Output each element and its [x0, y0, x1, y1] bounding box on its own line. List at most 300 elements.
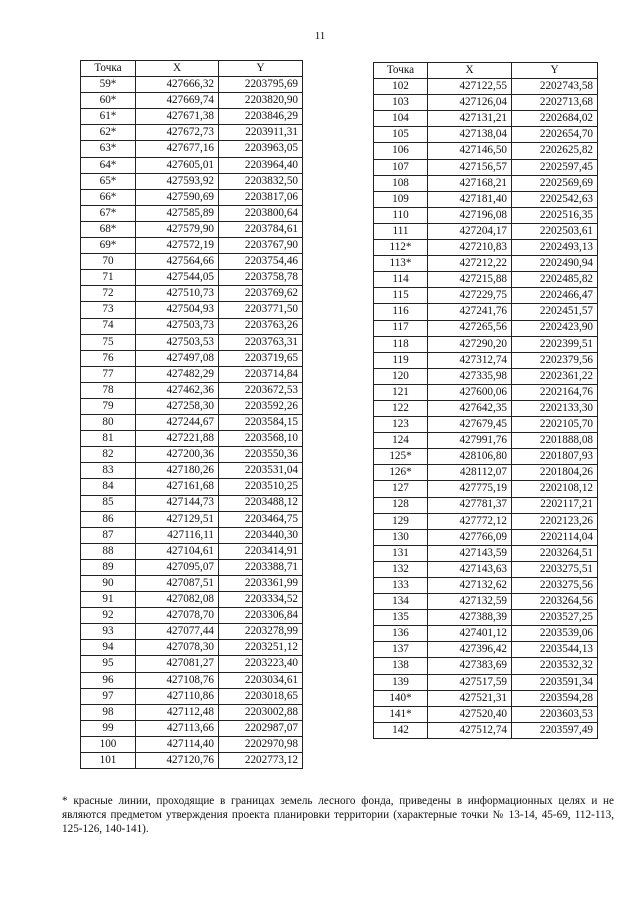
- point-cell: 75: [81, 334, 136, 350]
- table-row: [374, 400, 598, 416]
- point-cell: 90: [81, 576, 136, 592]
- point-cell: 107: [374, 159, 428, 175]
- point-cell: 113*: [374, 256, 428, 272]
- x-cell: 427772,12: [428, 513, 512, 529]
- x-cell: 427132,59: [428, 594, 512, 610]
- y-cell: 2203018,65: [219, 688, 303, 704]
- point-cell: 109: [374, 191, 428, 207]
- x-cell: 427258,30: [136, 398, 219, 414]
- y-cell: 2203568,10: [219, 431, 303, 447]
- y-cell: 2202164,76: [512, 384, 598, 400]
- x-cell: 427181,40: [428, 191, 512, 207]
- y-cell: 2203911,31: [219, 125, 303, 141]
- point-cell: 140*: [374, 690, 428, 706]
- table-row: [374, 690, 598, 706]
- point-cell: 100: [81, 736, 136, 752]
- table-row: [81, 238, 303, 254]
- point-cell: 93: [81, 624, 136, 640]
- y-cell: 2203544,13: [512, 642, 598, 658]
- point-cell: 70: [81, 254, 136, 270]
- y-cell: 2202743,58: [512, 79, 598, 95]
- point-cell: 124: [374, 433, 428, 449]
- point-cell: 74: [81, 318, 136, 334]
- table-row: [81, 640, 303, 656]
- point-cell: 134: [374, 594, 428, 610]
- table-row: [81, 157, 303, 173]
- x-cell: 427265,56: [428, 320, 512, 336]
- table-row: [81, 93, 303, 109]
- x-cell: 427642,35: [428, 400, 512, 416]
- table-row: [81, 205, 303, 221]
- x-cell: 427168,21: [428, 175, 512, 191]
- point-cell: 91: [81, 592, 136, 608]
- table-row: [374, 529, 598, 545]
- table-row: [374, 191, 598, 207]
- x-cell: 427335,98: [428, 368, 512, 384]
- table-header-row: [374, 63, 598, 79]
- point-cell: 83: [81, 463, 136, 479]
- point-cell: 68*: [81, 221, 136, 237]
- table-row: [81, 398, 303, 414]
- point-cell: 94: [81, 640, 136, 656]
- table-row: [374, 256, 598, 272]
- x-cell: 427087,51: [136, 576, 219, 592]
- table-row: [81, 688, 303, 704]
- x-cell: 427503,73: [136, 318, 219, 334]
- x-cell: 427517,59: [428, 674, 512, 690]
- table-row: [81, 270, 303, 286]
- x-cell: 427078,30: [136, 640, 219, 656]
- point-cell: 128: [374, 497, 428, 513]
- x-cell: 427605,01: [136, 157, 219, 173]
- y-cell: 2202108,12: [512, 481, 598, 497]
- point-cell: 65*: [81, 173, 136, 189]
- table-row: [81, 173, 303, 189]
- table-row: [374, 79, 598, 95]
- table-row: [374, 449, 598, 465]
- y-cell: 2203817,06: [219, 189, 303, 205]
- point-cell: 98: [81, 704, 136, 720]
- table-row: [374, 384, 598, 400]
- table-row: [81, 431, 303, 447]
- table-row: [81, 495, 303, 511]
- table-row: [374, 594, 598, 610]
- point-cell: 120: [374, 368, 428, 384]
- y-cell: 2203832,50: [219, 173, 303, 189]
- y-cell: 2203464,75: [219, 511, 303, 527]
- point-cell: 135: [374, 610, 428, 626]
- footnote: * красные линии, проходящие в границах земель лесного фонда, приведены в информационных целях и не являются предметом утверждения проекта планировки территории (характерные точки № 13-14, 45-69, 112-113, 125-126, 140-141).: [62, 795, 614, 835]
- table-row: [81, 221, 303, 237]
- table-row: [374, 610, 598, 626]
- point-cell: 69*: [81, 238, 136, 254]
- y-cell: 2203275,56: [512, 578, 598, 594]
- y-cell: 2203771,50: [219, 302, 303, 318]
- y-cell: 2202490,94: [512, 256, 598, 272]
- header-point: Точка: [374, 63, 428, 79]
- x-cell: 427401,12: [428, 626, 512, 642]
- y-cell: 2201807,93: [512, 449, 598, 465]
- point-cell: 78: [81, 382, 136, 398]
- point-cell: 108: [374, 175, 428, 191]
- x-cell: 428112,07: [428, 465, 512, 481]
- y-cell: 2202542,63: [512, 191, 598, 207]
- point-cell: 104: [374, 111, 428, 127]
- y-cell: 2203440,30: [219, 527, 303, 543]
- x-cell: 427138,04: [428, 127, 512, 143]
- y-cell: 2202117,21: [512, 497, 598, 513]
- table-row: [81, 736, 303, 752]
- y-cell: 2203754,46: [219, 254, 303, 270]
- y-cell: 2202451,57: [512, 304, 598, 320]
- y-cell: 2203767,90: [219, 238, 303, 254]
- table-row: [374, 111, 598, 127]
- table-row: [374, 336, 598, 352]
- x-cell: 427108,76: [136, 672, 219, 688]
- y-cell: 2203531,04: [219, 463, 303, 479]
- table-row: [374, 143, 598, 159]
- table-row: [374, 561, 598, 577]
- x-cell: 427081,27: [136, 656, 219, 672]
- table-row: [81, 511, 303, 527]
- y-cell: 2203488,12: [219, 495, 303, 511]
- x-cell: 427462,36: [136, 382, 219, 398]
- x-cell: 427143,63: [428, 561, 512, 577]
- y-cell: 2203795,69: [219, 77, 303, 93]
- y-cell: 2202105,70: [512, 417, 598, 433]
- x-cell: 427180,26: [136, 463, 219, 479]
- table-row: [81, 334, 303, 350]
- point-cell: 97: [81, 688, 136, 704]
- y-cell: 2202625,82: [512, 143, 598, 159]
- table-row: [81, 189, 303, 205]
- x-cell: 427564,66: [136, 254, 219, 270]
- point-cell: 72: [81, 286, 136, 302]
- table-row: [81, 286, 303, 302]
- y-cell: 2202493,13: [512, 240, 598, 256]
- y-cell: 2202987,07: [219, 720, 303, 736]
- point-cell: 88: [81, 543, 136, 559]
- x-cell: 427229,75: [428, 288, 512, 304]
- table-row: [81, 527, 303, 543]
- x-cell: 427144,73: [136, 495, 219, 511]
- point-cell: 76: [81, 350, 136, 366]
- y-cell: 2203278,99: [219, 624, 303, 640]
- y-cell: 2203306,84: [219, 608, 303, 624]
- x-cell: 427383,69: [428, 658, 512, 674]
- table-row: [81, 720, 303, 736]
- y-cell: 2202970,98: [219, 736, 303, 752]
- x-cell: 427132,62: [428, 578, 512, 594]
- x-cell: 427120,76: [136, 753, 219, 769]
- point-cell: 132: [374, 561, 428, 577]
- y-cell: 2203532,32: [512, 658, 598, 674]
- x-cell: 427671,38: [136, 109, 219, 125]
- x-cell: 427113,66: [136, 720, 219, 736]
- table-row: [374, 95, 598, 111]
- y-cell: 2203361,99: [219, 576, 303, 592]
- y-cell: 2202569,69: [512, 175, 598, 191]
- point-cell: 136: [374, 626, 428, 642]
- x-cell: 427212,22: [428, 256, 512, 272]
- y-cell: 2202399,51: [512, 336, 598, 352]
- x-cell: 427504,93: [136, 302, 219, 318]
- table-row: [374, 465, 598, 481]
- point-cell: 106: [374, 143, 428, 159]
- x-cell: 427241,76: [428, 304, 512, 320]
- x-cell: 427600,06: [428, 384, 512, 400]
- y-cell: 2203550,36: [219, 447, 303, 463]
- x-cell: 427077,44: [136, 624, 219, 640]
- x-cell: 427095,07: [136, 559, 219, 575]
- point-cell: 64*: [81, 157, 136, 173]
- table-row: [81, 109, 303, 125]
- point-cell: 116: [374, 304, 428, 320]
- point-cell: 110: [374, 207, 428, 223]
- table-row: [374, 578, 598, 594]
- x-cell: 427114,40: [136, 736, 219, 752]
- x-cell: 427396,42: [428, 642, 512, 658]
- point-cell: 133: [374, 578, 428, 594]
- table-row: [374, 240, 598, 256]
- x-cell: 427590,69: [136, 189, 219, 205]
- point-cell: 118: [374, 336, 428, 352]
- table-row: [81, 608, 303, 624]
- x-cell: 427544,05: [136, 270, 219, 286]
- point-cell: 137: [374, 642, 428, 658]
- y-cell: 2203963,05: [219, 141, 303, 157]
- point-cell: 111: [374, 223, 428, 239]
- y-cell: 2203592,26: [219, 398, 303, 414]
- x-cell: 427520,40: [428, 706, 512, 722]
- point-cell: 101: [81, 753, 136, 769]
- y-cell: 2203769,62: [219, 286, 303, 302]
- y-cell: 2203539,06: [512, 626, 598, 642]
- x-cell: 427290,20: [428, 336, 512, 352]
- point-cell: 95: [81, 656, 136, 672]
- point-cell: 87: [81, 527, 136, 543]
- x-cell: 427388,39: [428, 610, 512, 626]
- y-cell: 2202423,90: [512, 320, 598, 336]
- point-cell: 141*: [374, 706, 428, 722]
- y-cell: 2202684,02: [512, 111, 598, 127]
- point-cell: 82: [81, 447, 136, 463]
- y-cell: 2203264,56: [512, 594, 598, 610]
- x-cell: 427126,04: [428, 95, 512, 111]
- point-cell: 127: [374, 481, 428, 497]
- y-cell: 2203964,40: [219, 157, 303, 173]
- table-row: [81, 624, 303, 640]
- table-row: [81, 656, 303, 672]
- table-row: [374, 368, 598, 384]
- y-cell: 2203603,53: [512, 706, 598, 722]
- y-cell: 2202597,45: [512, 159, 598, 175]
- x-cell: 427116,11: [136, 527, 219, 543]
- table-row: [374, 722, 598, 738]
- y-cell: 2203784,61: [219, 221, 303, 237]
- x-cell: 427161,68: [136, 479, 219, 495]
- x-cell: 427143,59: [428, 545, 512, 561]
- y-cell: 2202503,61: [512, 223, 598, 239]
- x-cell: 427082,08: [136, 592, 219, 608]
- table-row: [374, 352, 598, 368]
- y-cell: 2203714,84: [219, 366, 303, 382]
- y-cell: 2202123,26: [512, 513, 598, 529]
- point-cell: 105: [374, 127, 428, 143]
- x-cell: 427312,74: [428, 352, 512, 368]
- table-row: [374, 175, 598, 191]
- table-row: [81, 318, 303, 334]
- y-cell: 2202133,30: [512, 400, 598, 416]
- point-cell: 99: [81, 720, 136, 736]
- y-cell: 2203251,12: [219, 640, 303, 656]
- point-cell: 77: [81, 366, 136, 382]
- table-row: [374, 223, 598, 239]
- point-cell: 79: [81, 398, 136, 414]
- y-cell: 2201888,08: [512, 433, 598, 449]
- y-cell: 2203719,65: [219, 350, 303, 366]
- y-cell: 2202361,22: [512, 368, 598, 384]
- x-cell: 427666,32: [136, 77, 219, 93]
- table-row: [374, 272, 598, 288]
- coordinates-table-right: [373, 62, 598, 739]
- point-cell: 142: [374, 722, 428, 738]
- x-cell: 427677,16: [136, 141, 219, 157]
- point-cell: 73: [81, 302, 136, 318]
- point-cell: 81: [81, 431, 136, 447]
- y-cell: 2203591,34: [512, 674, 598, 690]
- coordinates-table-left: [80, 60, 303, 769]
- point-cell: 138: [374, 658, 428, 674]
- y-cell: 2203510,25: [219, 479, 303, 495]
- point-cell: 117: [374, 320, 428, 336]
- table-row: [81, 366, 303, 382]
- table-row: [81, 704, 303, 720]
- point-cell: 66*: [81, 189, 136, 205]
- point-cell: 114: [374, 272, 428, 288]
- table-row: [81, 447, 303, 463]
- x-cell: 427579,90: [136, 221, 219, 237]
- point-cell: 139: [374, 674, 428, 690]
- table-header-row: [81, 61, 303, 77]
- point-cell: 59*: [81, 77, 136, 93]
- point-cell: 130: [374, 529, 428, 545]
- x-cell: 427200,36: [136, 447, 219, 463]
- x-cell: 427585,89: [136, 205, 219, 221]
- table-row: [81, 350, 303, 366]
- x-cell: 427766,09: [428, 529, 512, 545]
- table-row: [81, 592, 303, 608]
- y-cell: 2203002,88: [219, 704, 303, 720]
- point-cell: 62*: [81, 125, 136, 141]
- point-cell: 123: [374, 417, 428, 433]
- point-cell: 86: [81, 511, 136, 527]
- x-cell: 427497,08: [136, 350, 219, 366]
- y-cell: 2203275,51: [512, 561, 598, 577]
- point-cell: 60*: [81, 93, 136, 109]
- point-cell: 61*: [81, 109, 136, 125]
- x-cell: 427078,70: [136, 608, 219, 624]
- y-cell: 2203388,71: [219, 559, 303, 575]
- y-cell: 2202485,82: [512, 272, 598, 288]
- y-cell: 2203527,25: [512, 610, 598, 626]
- point-cell: 125*: [374, 449, 428, 465]
- y-cell: 2202114,04: [512, 529, 598, 545]
- x-cell: 427521,31: [428, 690, 512, 706]
- table-row: [81, 125, 303, 141]
- table-row: [374, 207, 598, 223]
- y-cell: 2203584,15: [219, 415, 303, 431]
- y-cell: 2203223,40: [219, 656, 303, 672]
- x-cell: 427593,92: [136, 173, 219, 189]
- coordinates-table-left-body: [81, 77, 303, 769]
- point-cell: 67*: [81, 205, 136, 221]
- y-cell: 2203800,64: [219, 205, 303, 221]
- table-row: [374, 433, 598, 449]
- y-cell: 2203763,26: [219, 318, 303, 334]
- x-cell: 427215,88: [428, 272, 512, 288]
- y-cell: 2203597,49: [512, 722, 598, 738]
- x-cell: 427775,19: [428, 481, 512, 497]
- x-cell: 427221,88: [136, 431, 219, 447]
- y-cell: 2201804,26: [512, 465, 598, 481]
- y-cell: 2203672,53: [219, 382, 303, 398]
- table-row: [81, 672, 303, 688]
- point-cell: 129: [374, 513, 428, 529]
- point-cell: 71: [81, 270, 136, 286]
- y-cell: 2202466,47: [512, 288, 598, 304]
- x-cell: 427146,50: [428, 143, 512, 159]
- x-cell: 427210,83: [428, 240, 512, 256]
- point-cell: 84: [81, 479, 136, 495]
- header-point: Точка: [81, 61, 136, 77]
- y-cell: 2202773,12: [219, 753, 303, 769]
- x-cell: 427991,76: [428, 433, 512, 449]
- table-row: [81, 559, 303, 575]
- point-cell: 89: [81, 559, 136, 575]
- coordinates-table-right-body: [374, 79, 598, 739]
- table-row: [374, 674, 598, 690]
- table-row: [81, 141, 303, 157]
- table-row: [374, 658, 598, 674]
- y-cell: 2202379,56: [512, 352, 598, 368]
- point-cell: 80: [81, 415, 136, 431]
- x-cell: 428106,80: [428, 449, 512, 465]
- table-row: [81, 77, 303, 93]
- x-cell: 427244,67: [136, 415, 219, 431]
- table-row: [81, 254, 303, 270]
- x-cell: 427131,21: [428, 111, 512, 127]
- y-cell: 2203763,31: [219, 334, 303, 350]
- header-x: X: [428, 63, 512, 79]
- table-row: [81, 753, 303, 769]
- x-cell: 427672,73: [136, 125, 219, 141]
- table-row: [81, 543, 303, 559]
- table-row: [81, 479, 303, 495]
- point-cell: 103: [374, 95, 428, 111]
- x-cell: 427572,19: [136, 238, 219, 254]
- header-y: Y: [512, 63, 598, 79]
- table-row: [374, 304, 598, 320]
- table-row: [374, 159, 598, 175]
- table-row: [374, 320, 598, 336]
- x-cell: 427110,86: [136, 688, 219, 704]
- x-cell: 427503,53: [136, 334, 219, 350]
- table-row: [81, 415, 303, 431]
- x-cell: 427196,08: [428, 207, 512, 223]
- point-cell: 121: [374, 384, 428, 400]
- point-cell: 122: [374, 400, 428, 416]
